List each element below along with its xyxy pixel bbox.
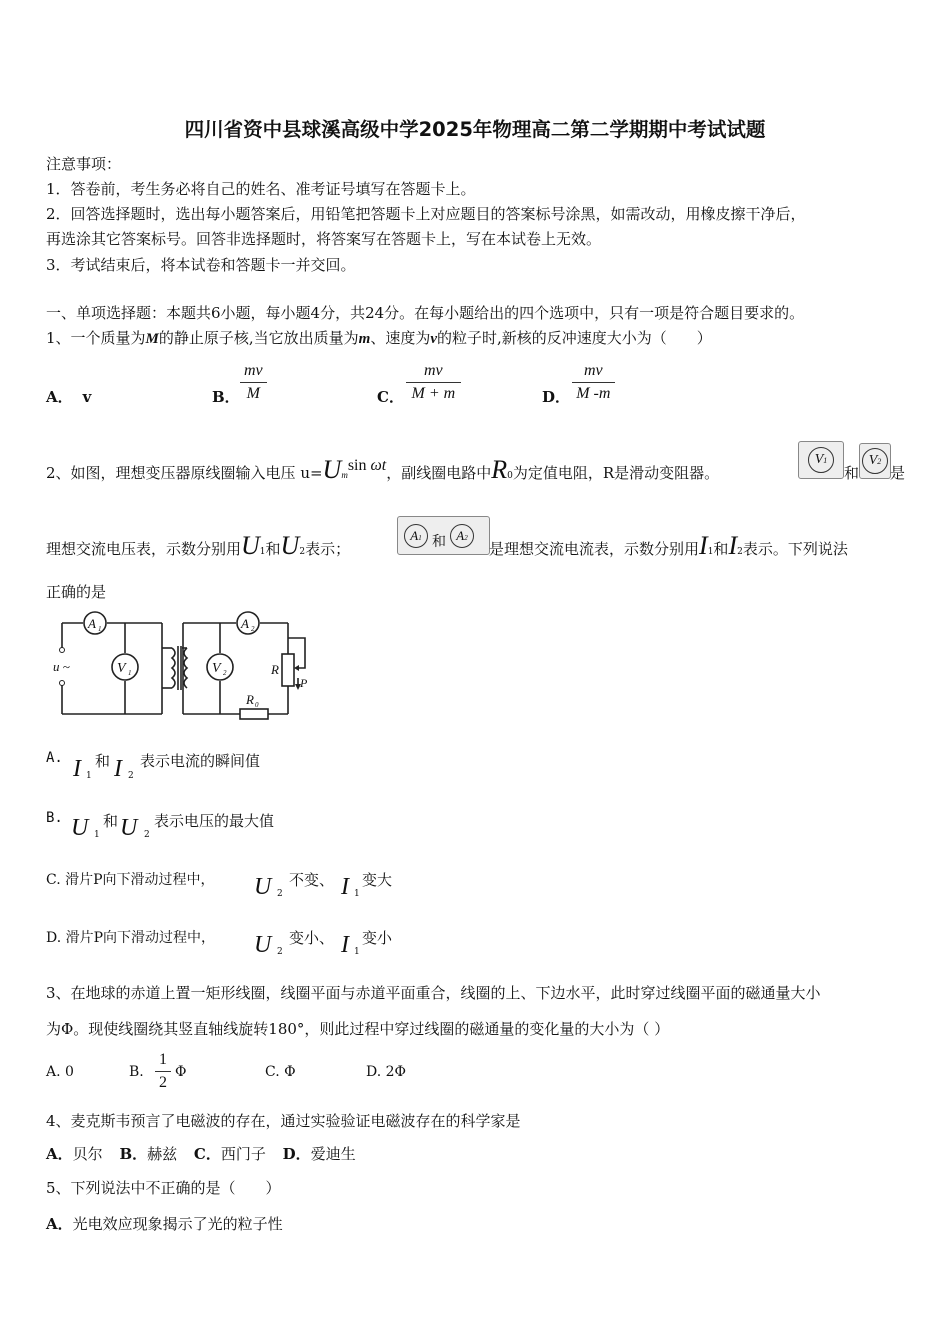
q2-option-a-text: 表示电流的瞬间值 xyxy=(140,752,261,770)
q1-text-post: 的粒子时,新核的反冲速度大小为（ ） xyxy=(437,329,712,347)
q2-var-R: R xyxy=(491,455,508,484)
q4-option-b: 赫兹 xyxy=(147,1145,178,1163)
notice-item-2b: 再选涂其它答案标号。回答非选择题时，将答案写在答题卡上，写在本试卷上无效。 xyxy=(46,230,602,248)
q2-option-d-U2: U xyxy=(254,932,272,958)
q4-option-d: 爱迪生 xyxy=(310,1145,356,1163)
q2-var-U: U xyxy=(322,455,342,484)
q2-option-b-sub1: 1 xyxy=(94,830,100,840)
q2-option-d-pre: D. 滑片P向下滑动过程中， xyxy=(46,930,216,946)
a1-sub: 1 xyxy=(418,534,422,542)
transformer-circuit-diagram xyxy=(50,608,310,723)
question-2-line-2a xyxy=(46,528,350,570)
circuit-label-v1: V xyxy=(117,661,126,676)
q3-option-b-label: B. xyxy=(129,1064,144,1080)
notice-item-2a: 2．回答选择题时，选出每小题答案后，用铅笔把答题卡上对应题目的答案标号涂黑，如需改动，用橡皮擦干净后， xyxy=(46,205,806,223)
q1-option-d-den: M -m xyxy=(576,385,611,402)
q1-option-c-fraction xyxy=(406,362,461,403)
q1-text-pre: 1、一个质量为 xyxy=(46,329,146,347)
q3-option-b-den: 2 xyxy=(159,1074,167,1091)
q5-option-a xyxy=(46,1213,283,1234)
q4-option-c-label: C． xyxy=(193,1145,221,1163)
q2-var-I2: I xyxy=(728,531,738,560)
q2-and-2: 和 xyxy=(265,540,281,558)
question-1-stem xyxy=(46,327,712,348)
voltmeter-v1-icon xyxy=(798,441,844,479)
q2-sin: sin xyxy=(347,457,367,474)
circuit-label-a2: A xyxy=(241,616,249,631)
v2-letter: V xyxy=(868,453,878,468)
q1-option-c-den: M + m xyxy=(411,385,456,402)
circuit-label-a2-sub: 2 xyxy=(251,625,255,633)
q2-option-c-pre: C. 滑片P向下滑动过程中， xyxy=(46,872,215,888)
q2-option-d-sub2: 2 xyxy=(277,947,283,957)
q2-line1-post: 为定值电阻，R是滑动变阻器。 xyxy=(512,464,720,482)
q2-option-b-text: 表示电压的最大值 xyxy=(154,812,275,830)
q4-option-a: 贝尔 xyxy=(72,1145,103,1163)
a2-sub: 2 xyxy=(464,534,468,542)
notice-item-3: 3．考试结束后，将本试卷和答题卡一并交回。 xyxy=(46,256,356,274)
q2-option-d-mid: 变小、 xyxy=(289,929,335,947)
circuit-label-r: R xyxy=(271,662,279,677)
q2-option-b-U1: U xyxy=(71,815,89,841)
question-4-stem: 4、麦克斯韦预言了电磁波的存在，通过实验验证电磁波存在的科学家是 xyxy=(46,1112,521,1130)
q1-var-M: M xyxy=(145,331,159,347)
q2-option-d-I1: I xyxy=(341,932,349,958)
question-2-line-3: 正确的是 xyxy=(46,583,107,601)
q2-option-a-sub1: 1 xyxy=(86,771,92,781)
circuit-label-a1-sub: 1 xyxy=(98,625,102,633)
q1-var-v: v xyxy=(430,331,438,347)
q2-option-a-I1: I xyxy=(73,756,81,782)
q2-var-U1: U xyxy=(241,531,260,560)
circuit-label-a1: A xyxy=(88,616,96,631)
q2-and-1: 和 xyxy=(844,464,860,482)
q2-omega-t: ωt xyxy=(370,457,387,474)
q2-shi: 是 xyxy=(890,464,906,482)
q4-option-c: 西门子 xyxy=(220,1145,266,1163)
q1-option-d-fraction xyxy=(572,362,615,403)
q3-option-b-num: 1 xyxy=(155,1051,171,1072)
q1-option-b-fraction xyxy=(240,362,267,403)
q3-option-b-phi: Φ xyxy=(175,1064,187,1080)
circuit-label-r0-sub: 0 xyxy=(255,701,259,709)
question-2-line-1 xyxy=(46,452,719,494)
q1-option-a-label: A． xyxy=(46,388,73,406)
question-2-line-2b xyxy=(489,528,848,570)
q5-option-a-label: A． xyxy=(46,1215,73,1233)
q2-option-b-and: 和 xyxy=(103,812,119,830)
circuit-label-v1-sub: 1 xyxy=(128,669,132,677)
q2-var-U2: U xyxy=(280,531,300,560)
q2-sub-2: 2 xyxy=(299,547,306,557)
q1-option-b-num: mv xyxy=(240,362,267,383)
q2-option-d-sub1: 1 xyxy=(354,947,360,957)
circuit-label-u: u ~ xyxy=(53,659,70,674)
a1-letter: A xyxy=(410,528,419,543)
question-3-line-2: 为Φ。现使线圈绕其竖直轴线旋转180°，则此过程中穿过线圈的磁通量的变化量的大小为（ ） xyxy=(46,1020,670,1038)
q2-line2-pre: 理想交流电压表，示数分别用 xyxy=(46,540,242,558)
q2-option-a-I2: I xyxy=(114,756,122,782)
q1-text-mid2: 、速度为 xyxy=(370,329,431,347)
q3-option-d: D. 2Φ xyxy=(366,1064,407,1080)
q1-option-a xyxy=(46,386,91,407)
q2-line2-post2: 表示。下列说法 xyxy=(742,540,848,558)
q1-option-d-num: mv xyxy=(572,362,615,383)
q2-var-I1: I xyxy=(699,531,708,560)
a2-letter: A xyxy=(456,528,465,543)
q3-option-c: C. Φ xyxy=(265,1064,296,1080)
q2-option-d-post: 变小 xyxy=(362,929,393,947)
notice-item-1: 1．答卷前，考生务必将自己的姓名、准考证号填写在答题卡上。 xyxy=(46,180,476,198)
q2-sub-0: 0 xyxy=(507,471,513,481)
q3-option-b-fraction xyxy=(155,1051,171,1092)
a-and: 和 xyxy=(432,534,446,550)
section-heading: 一、单项选择题：本题共6小题，每小题4分，共24分。在每小题给出的四个选项中，只有一项是符合题目要求的。 xyxy=(46,304,805,322)
circuit-label-r0: R xyxy=(246,692,254,707)
v1-sub: 1 xyxy=(823,456,828,465)
q1-option-c-num: mv xyxy=(406,362,461,383)
q2-option-a-label: A. xyxy=(46,750,63,766)
q2-option-b-sub2: 2 xyxy=(144,830,150,840)
q1-option-d-label: D． xyxy=(542,388,571,406)
q2-and-3: 和 xyxy=(713,540,729,558)
q2-option-c-I1: I xyxy=(341,874,349,900)
q1-text-mid1: 的静止原子核,当它放出质量为 xyxy=(158,329,359,347)
q2-option-b-U2: U xyxy=(120,815,138,841)
q4-option-b-label: B． xyxy=(119,1145,148,1163)
q1-option-b-label: B． xyxy=(212,388,240,406)
q2-option-c-sub2: 2 xyxy=(277,889,283,899)
v2-sub: 2 xyxy=(877,457,882,466)
q1-option-c-label: C． xyxy=(377,388,404,406)
q4-option-a-label: A． xyxy=(46,1145,73,1163)
q1-option-b-den: M xyxy=(246,385,260,402)
q2-option-a-and: 和 xyxy=(95,752,111,770)
page-title: 四川省资中县球溪高级中学2025年物理高二第二学期期中考试试题 xyxy=(184,118,766,141)
q2-sub-1b: 1 xyxy=(707,547,714,557)
ammeters-a1-a2-icon xyxy=(397,516,490,555)
q2-line1-mid: ，副线圈电路中 xyxy=(386,464,492,482)
q4-options xyxy=(46,1143,356,1164)
notice-heading: 注意事项： xyxy=(46,155,122,173)
q2-line1-pre: 2、如图，理想变压器原线圈输入电压 u= xyxy=(46,464,323,482)
q2-line2-mid: 表示； xyxy=(305,540,351,558)
q2-line2-post1: 是理想交流电流表，示数分别用 xyxy=(489,540,700,558)
question-3-line-1: 3、在地球的赤道上置一矩形线圈，线圈平面与赤道平面重合，线圈的上、下边水平，此时穿过线圈平面的磁通量大小 xyxy=(46,984,821,1002)
circuit-label-p: P xyxy=(300,676,308,690)
question-5-stem: 5、下列说法中不正确的是（ ） xyxy=(46,1179,281,1197)
v1-letter: V xyxy=(814,452,824,467)
circuit-label-v2: V xyxy=(212,661,221,676)
q2-sub-m: m xyxy=(341,470,348,480)
q2-option-b-label: B. xyxy=(46,810,63,826)
circuit-label-v2-sub: 2 xyxy=(223,669,227,677)
q2-option-a-sub2: 2 xyxy=(128,771,134,781)
q4-option-d-label: D． xyxy=(282,1145,311,1163)
q2-sub-1: 1 xyxy=(259,547,266,557)
q2-option-c-U2: U xyxy=(254,874,272,900)
voltmeter-v2-icon xyxy=(859,443,891,479)
q1-option-a-text: v xyxy=(82,388,92,406)
q2-option-c-mid: 不变、 xyxy=(289,871,335,889)
q2-option-c-post: 变大 xyxy=(362,871,393,889)
q5-option-a-text: 光电效应现象揭示了光的粒子性 xyxy=(72,1215,283,1233)
q2-option-c-sub1: 1 xyxy=(354,889,360,899)
q3-option-a: A. 0 xyxy=(46,1064,74,1080)
q2-sub-2b: 2 xyxy=(737,547,743,557)
q1-var-m: m xyxy=(358,331,371,347)
